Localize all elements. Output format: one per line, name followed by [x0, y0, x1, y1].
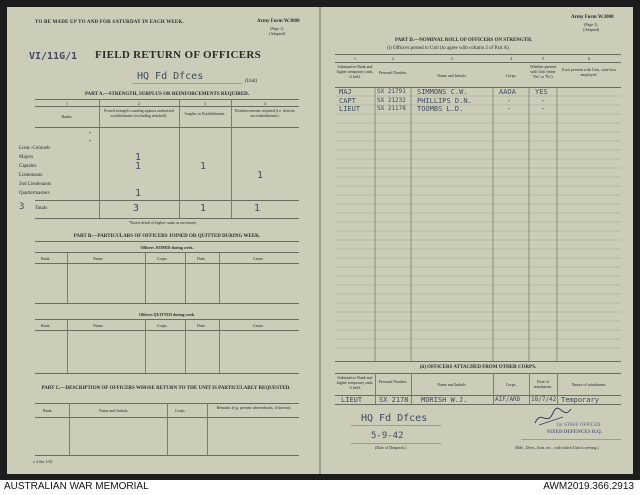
- header-reinforcements: Reinforcements required (i.e. deficits on establishment).: [235, 108, 295, 118]
- attached-header: Corps.: [505, 382, 517, 387]
- attached-rank: LIEUT: [341, 396, 363, 404]
- attached-header: Personal Number.: [378, 379, 408, 384]
- print-mark: x 4 Jan 1/42: [33, 459, 53, 464]
- attached-header: Date of attachment.: [533, 379, 553, 389]
- archive-footer: [0, 480, 640, 495]
- roll-name: PHILLIPS D.N.: [417, 97, 472, 105]
- roll-number: SX 21178: [377, 105, 406, 112]
- unit-serving-label: (Bde., Divn., Area, etc., with which Unit is serving.): [515, 445, 599, 450]
- header-posted: Posted strength counting against authorized establishment (excluding attached).: [104, 108, 174, 118]
- roll-present: -: [541, 97, 546, 105]
- page-label: (Page 1): [270, 26, 284, 31]
- adapted-label-right: (Adapted): [583, 27, 600, 32]
- quitted-header: Date.: [197, 323, 206, 328]
- unit-handwritten: HQ Fd Dfces: [137, 71, 204, 82]
- roll-corps: -: [507, 105, 512, 113]
- attached-date: 18/7/42: [531, 396, 557, 403]
- attached-corps: AIF/ARD: [495, 396, 521, 403]
- joined-title: Officers JOINED during week.: [140, 245, 194, 250]
- rank-row: 2nd Lieutenants: [19, 182, 52, 187]
- posted-captains: 1: [135, 161, 142, 172]
- left-page: TO BE MADE UP TO AND FOR SATURDAY IN EACH WEEK. Army Form W.3008 (Page 1) (Adapted) VI/11G/1 FIELD RETURN OF OFFICERS HQ Fd Dfces (Unit) PART A.—STRENGTH, SURPLUS OR REINFORCEMENTS REQUIRED. 1 2 3 4 Ranks. Posted strength counting against authorized establishment (excluding attached). Surplus to Establishment. Reinforcements required (i.e. deficits on establishment). * * Lieut.-Colonels Majors Captains Lieutenants 2nd Lieutenants Quartermasters 1 1 1 1 1 3 Totals 3 1 1 *Insert detail of higher ranks as necessary. PART B.—PARTICULARS OF OFFICERS JOINED OR QUITTED DURING WEEK. Officers JOINED during week. Rank. Name. Corps. Date. Cause. Officers QUITTED during week. Rank. Name. Corps. Date. Cause. PART C.—DESCRIPTION OF OFFICERS WHOSE RETURN TO THE UNIT IS PARTICULARLY REQUESTED. Rank. Name and Initials. Corps. Remarks (e.g. present whereabouts, if known). x 4 Jan 1/42: [7, 7, 319, 474]
- roll-number: SX 21791: [377, 88, 406, 95]
- attached-nature: Temporary: [561, 396, 599, 404]
- reinf-lieutenants: 1: [257, 170, 264, 181]
- form-id-right: Army Form W.3008: [571, 15, 614, 20]
- header-surplus: Surplus to Establishment.: [184, 111, 226, 116]
- roll-header: Whether present with Unit (enter 'Yes' or 'No').: [529, 64, 557, 79]
- archive-id: AWM2019.366.2913: [543, 481, 634, 492]
- attached-header: Nature of attachment.: [571, 382, 607, 387]
- roll-header: Personal Number.: [378, 70, 408, 75]
- joined-header: Corps.: [157, 256, 168, 261]
- totals-posted: 3: [133, 203, 140, 214]
- roll-present: -: [541, 105, 546, 113]
- roll-corps: -: [507, 97, 512, 105]
- adapted-label: (Adapted): [269, 31, 286, 36]
- roll-corps: AAOA: [499, 88, 516, 96]
- surplus-captains: 1: [200, 161, 207, 172]
- joined-header: Rank.: [41, 256, 51, 261]
- roll-present: YES: [535, 88, 548, 96]
- attached-name: MORISH W.J.: [421, 396, 468, 404]
- part-c-header: Corps.: [175, 408, 186, 413]
- posted-majors: 1: [135, 152, 142, 163]
- rank-row: Lieut.-Colonels: [19, 146, 51, 151]
- rank-row: Lieutenants: [19, 173, 43, 178]
- unit-signature: HQ Fd Dfces: [361, 413, 428, 424]
- form-id: Army Form W.3008: [257, 19, 300, 24]
- handwritten-ref: VI/11G/1: [29, 51, 78, 62]
- posted-quartermasters: 1: [135, 188, 142, 199]
- roll-number: SX 21232: [377, 97, 406, 104]
- attached-header: Name and Initials.: [437, 382, 467, 387]
- part-c-title: PART C.—DESCRIPTION OF OFFICERS WHOSE RETURN TO THE UNIT IS PARTICULARLY REQUESTED.: [41, 386, 291, 391]
- date-label: (Date of Despatch.): [375, 445, 407, 450]
- col-number: 3: [451, 56, 453, 61]
- footnote: *Insert detail of higher ranks as necessary.: [129, 220, 197, 225]
- rank-row: Majors: [19, 155, 34, 160]
- roll-rank: MAJ: [339, 88, 352, 96]
- col-2: 2: [138, 101, 140, 106]
- col-3: 3: [204, 101, 206, 106]
- roll-header: If not present with Unit, state how employed.: [561, 67, 617, 77]
- col-4: 4: [264, 101, 266, 106]
- joined-header: Name.: [93, 256, 104, 261]
- part-c-header: Name and Initials.: [99, 408, 129, 413]
- rank-row: Quartermasters: [19, 191, 50, 196]
- quitted-header: Cause.: [253, 323, 264, 328]
- right-page: [321, 7, 633, 474]
- col-number: 1: [354, 56, 356, 61]
- roll-header: Substantive Rank and higher temporary rank, if held.: [336, 64, 374, 79]
- header-ranks: Ranks.: [61, 114, 73, 119]
- part-c-header: Rank.: [43, 408, 53, 413]
- roll-name: SIMMONS C.W.: [417, 88, 468, 96]
- part-a-title: PART A.—STRENGTH, SURPLUS OR REINFORCEMENTS REQUIRED.: [84, 92, 250, 97]
- roll-table-body: [335, 87, 621, 361]
- unit-label: (Unit): [245, 79, 258, 84]
- quitted-title: Officers QUITTED during week.: [138, 312, 196, 317]
- roll-name: TOOMBS L.D.: [417, 105, 464, 113]
- joined-header: Cause.: [253, 256, 264, 261]
- roll-header: Corps.: [505, 73, 517, 78]
- stamp-line-1: for STAFF OFFICER: [557, 423, 601, 428]
- roll-header: Name and Initials.: [437, 73, 467, 78]
- part-d-title: PART D.—NOMINAL ROLL OF OFFICERS ON STRENGTH.: [395, 38, 533, 43]
- totals-reinf: 1: [254, 203, 261, 214]
- col-number: 6: [588, 56, 590, 61]
- part-c-header: Remarks (e.g. present whereabouts, if known).: [216, 405, 292, 410]
- attached-number: SX 2178: [379, 396, 409, 404]
- rank-row: Captains: [19, 164, 37, 169]
- col-number: 4: [510, 56, 512, 61]
- col-number: 5: [542, 56, 544, 61]
- quitted-header: Corps.: [157, 323, 168, 328]
- top-note: TO BE MADE UP TO AND FOR SATURDAY IN EACH WEEK.: [35, 20, 185, 25]
- roll-rank: CAPT: [339, 97, 356, 105]
- attached-header: Substantive Rank and higher temporary rank, if held.: [336, 375, 374, 390]
- part-b-title: PART B.—PARTICULARS OF OFFICERS JOINED OR QUITTED DURING WEEK.: [73, 234, 261, 239]
- col-1: 1: [66, 101, 68, 106]
- totals-surplus: 1: [200, 203, 207, 214]
- totals-mark: 3: [19, 202, 25, 212]
- stamp-line-2: FIXED DEFENCES H.Q.: [547, 430, 603, 435]
- roll-rank: LIEUT: [339, 105, 361, 113]
- col-number: 2: [392, 56, 394, 61]
- form-title: FIELD RETURN OF OFFICERS: [95, 49, 262, 61]
- archive-name: AUSTRALIAN WAR MEMORIAL: [4, 481, 149, 492]
- part-d-subtitle: (i) Officers posted to Unit (to agree with column 2 of Part A).: [387, 46, 511, 51]
- totals-label: Totals: [35, 206, 48, 211]
- despatch-date: 5-9-42: [371, 431, 404, 441]
- attached-title: (ii) OFFICERS ATTACHED FROM OTHER CORPS.: [419, 365, 537, 370]
- quitted-header: Rank.: [41, 323, 51, 328]
- joined-header: Date.: [197, 256, 206, 261]
- page-label-right: (Page 2): [584, 22, 598, 27]
- quitted-header: Name.: [93, 323, 104, 328]
